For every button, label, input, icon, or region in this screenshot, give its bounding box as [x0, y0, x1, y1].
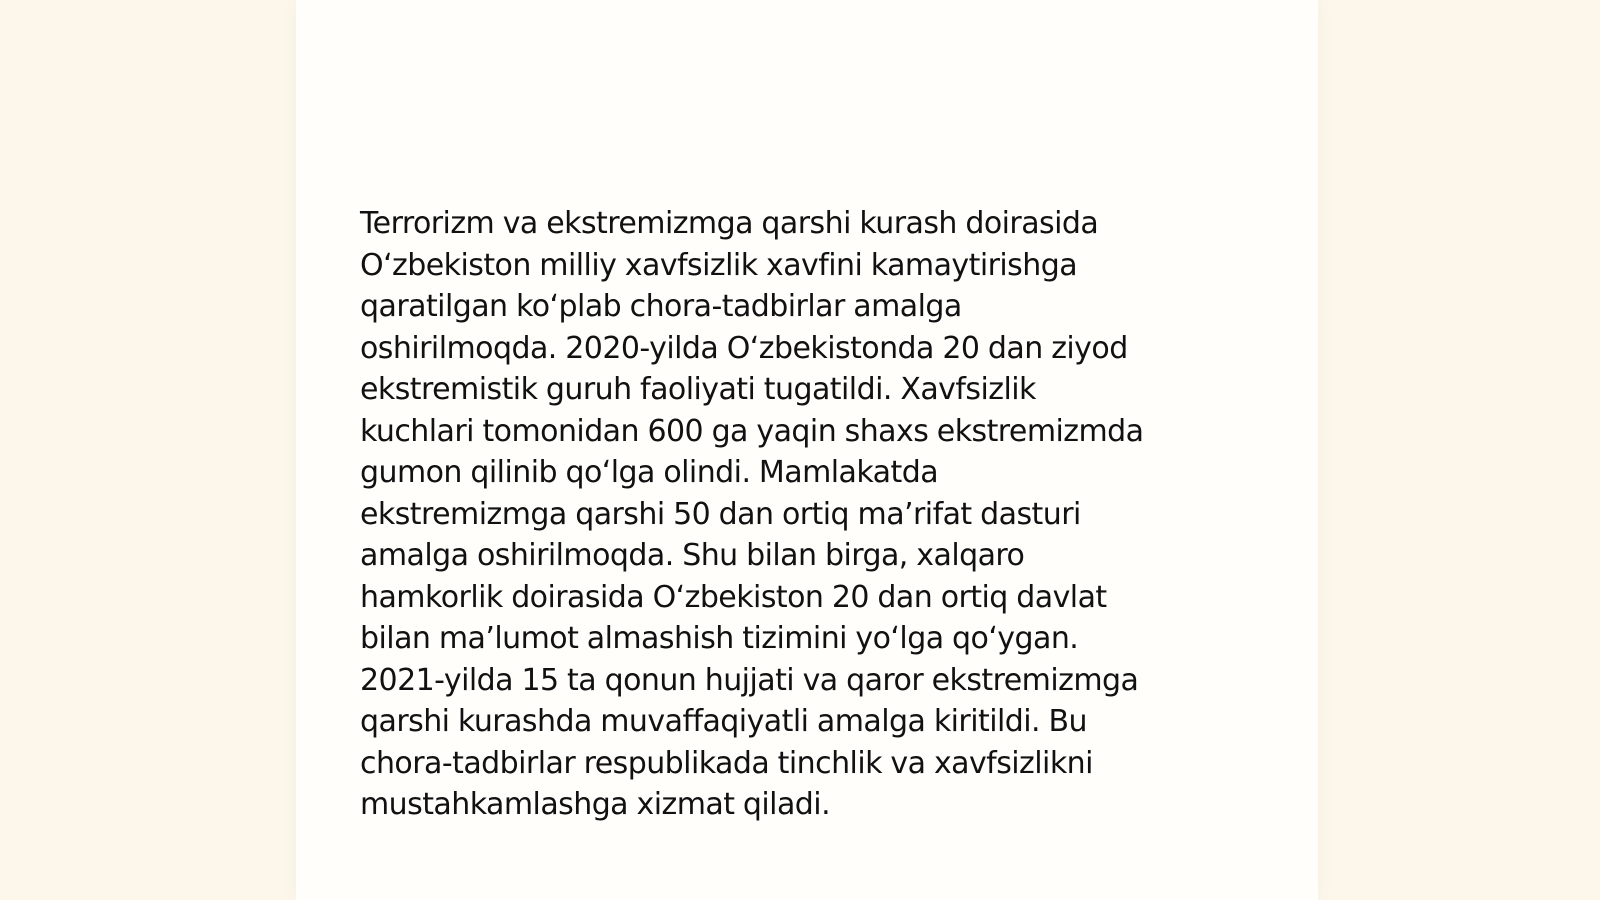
paragraph-line-13: qarshi kurashda muvaffaqiyatli amalga kiritildi. Bu	[360, 704, 1088, 739]
paragraph-line-11: bilan ma’lumot almashish tizimini yo‘lga qo‘ygan.	[360, 621, 1079, 656]
paragraph-line-5: ekstremistik guruh faoliyati tugatildi. Xavfsizlik	[360, 372, 1036, 407]
paragraph-line-10: hamkorlik doirasida O‘zbekiston 20 dan ortiq davlat	[360, 579, 1107, 615]
paragraph-line-1: Terrorizm va ekstremizmga qarshi kurash doirasida	[360, 206, 1099, 241]
paragraph-line-4: oshirilmoqda. 2020-yilda O‘zbekistonda 20 dan ziyod	[360, 330, 1128, 366]
body-paragraph	[360, 203, 1250, 826]
paragraph-line-7: gumon qilinib qo‘lga olindi. Mamlakatda	[360, 455, 939, 490]
paragraph-line-6: kuchlari tomonidan 600 ga yaqin shaxs ekstremizmda	[360, 413, 1144, 449]
paragraph-line-8: ekstremizmga qarshi 50 dan ortiq ma’rifat dasturi	[360, 496, 1081, 532]
paragraph-line-2: O‘zbekiston milliy xavfsizlik xavfini kamaytirishga	[360, 247, 1078, 283]
document-page	[296, 0, 1318, 900]
paragraph-line-9: amalga oshirilmoqda. Shu bilan birga, xalqaro	[360, 538, 1025, 573]
paragraph-line-12: 2021-yilda 15 ta qonun hujjati va qaror ekstremizmga	[360, 662, 1139, 698]
paragraph-line-14: chora-tadbirlar respublikada tinchlik va xavfsizlikni	[360, 745, 1093, 781]
paragraph-line-3: qaratilgan ko‘plab chora-tadbirlar amalga	[360, 289, 962, 324]
paragraph-line-15: mustahkamlashga xizmat qiladi.	[360, 787, 831, 822]
